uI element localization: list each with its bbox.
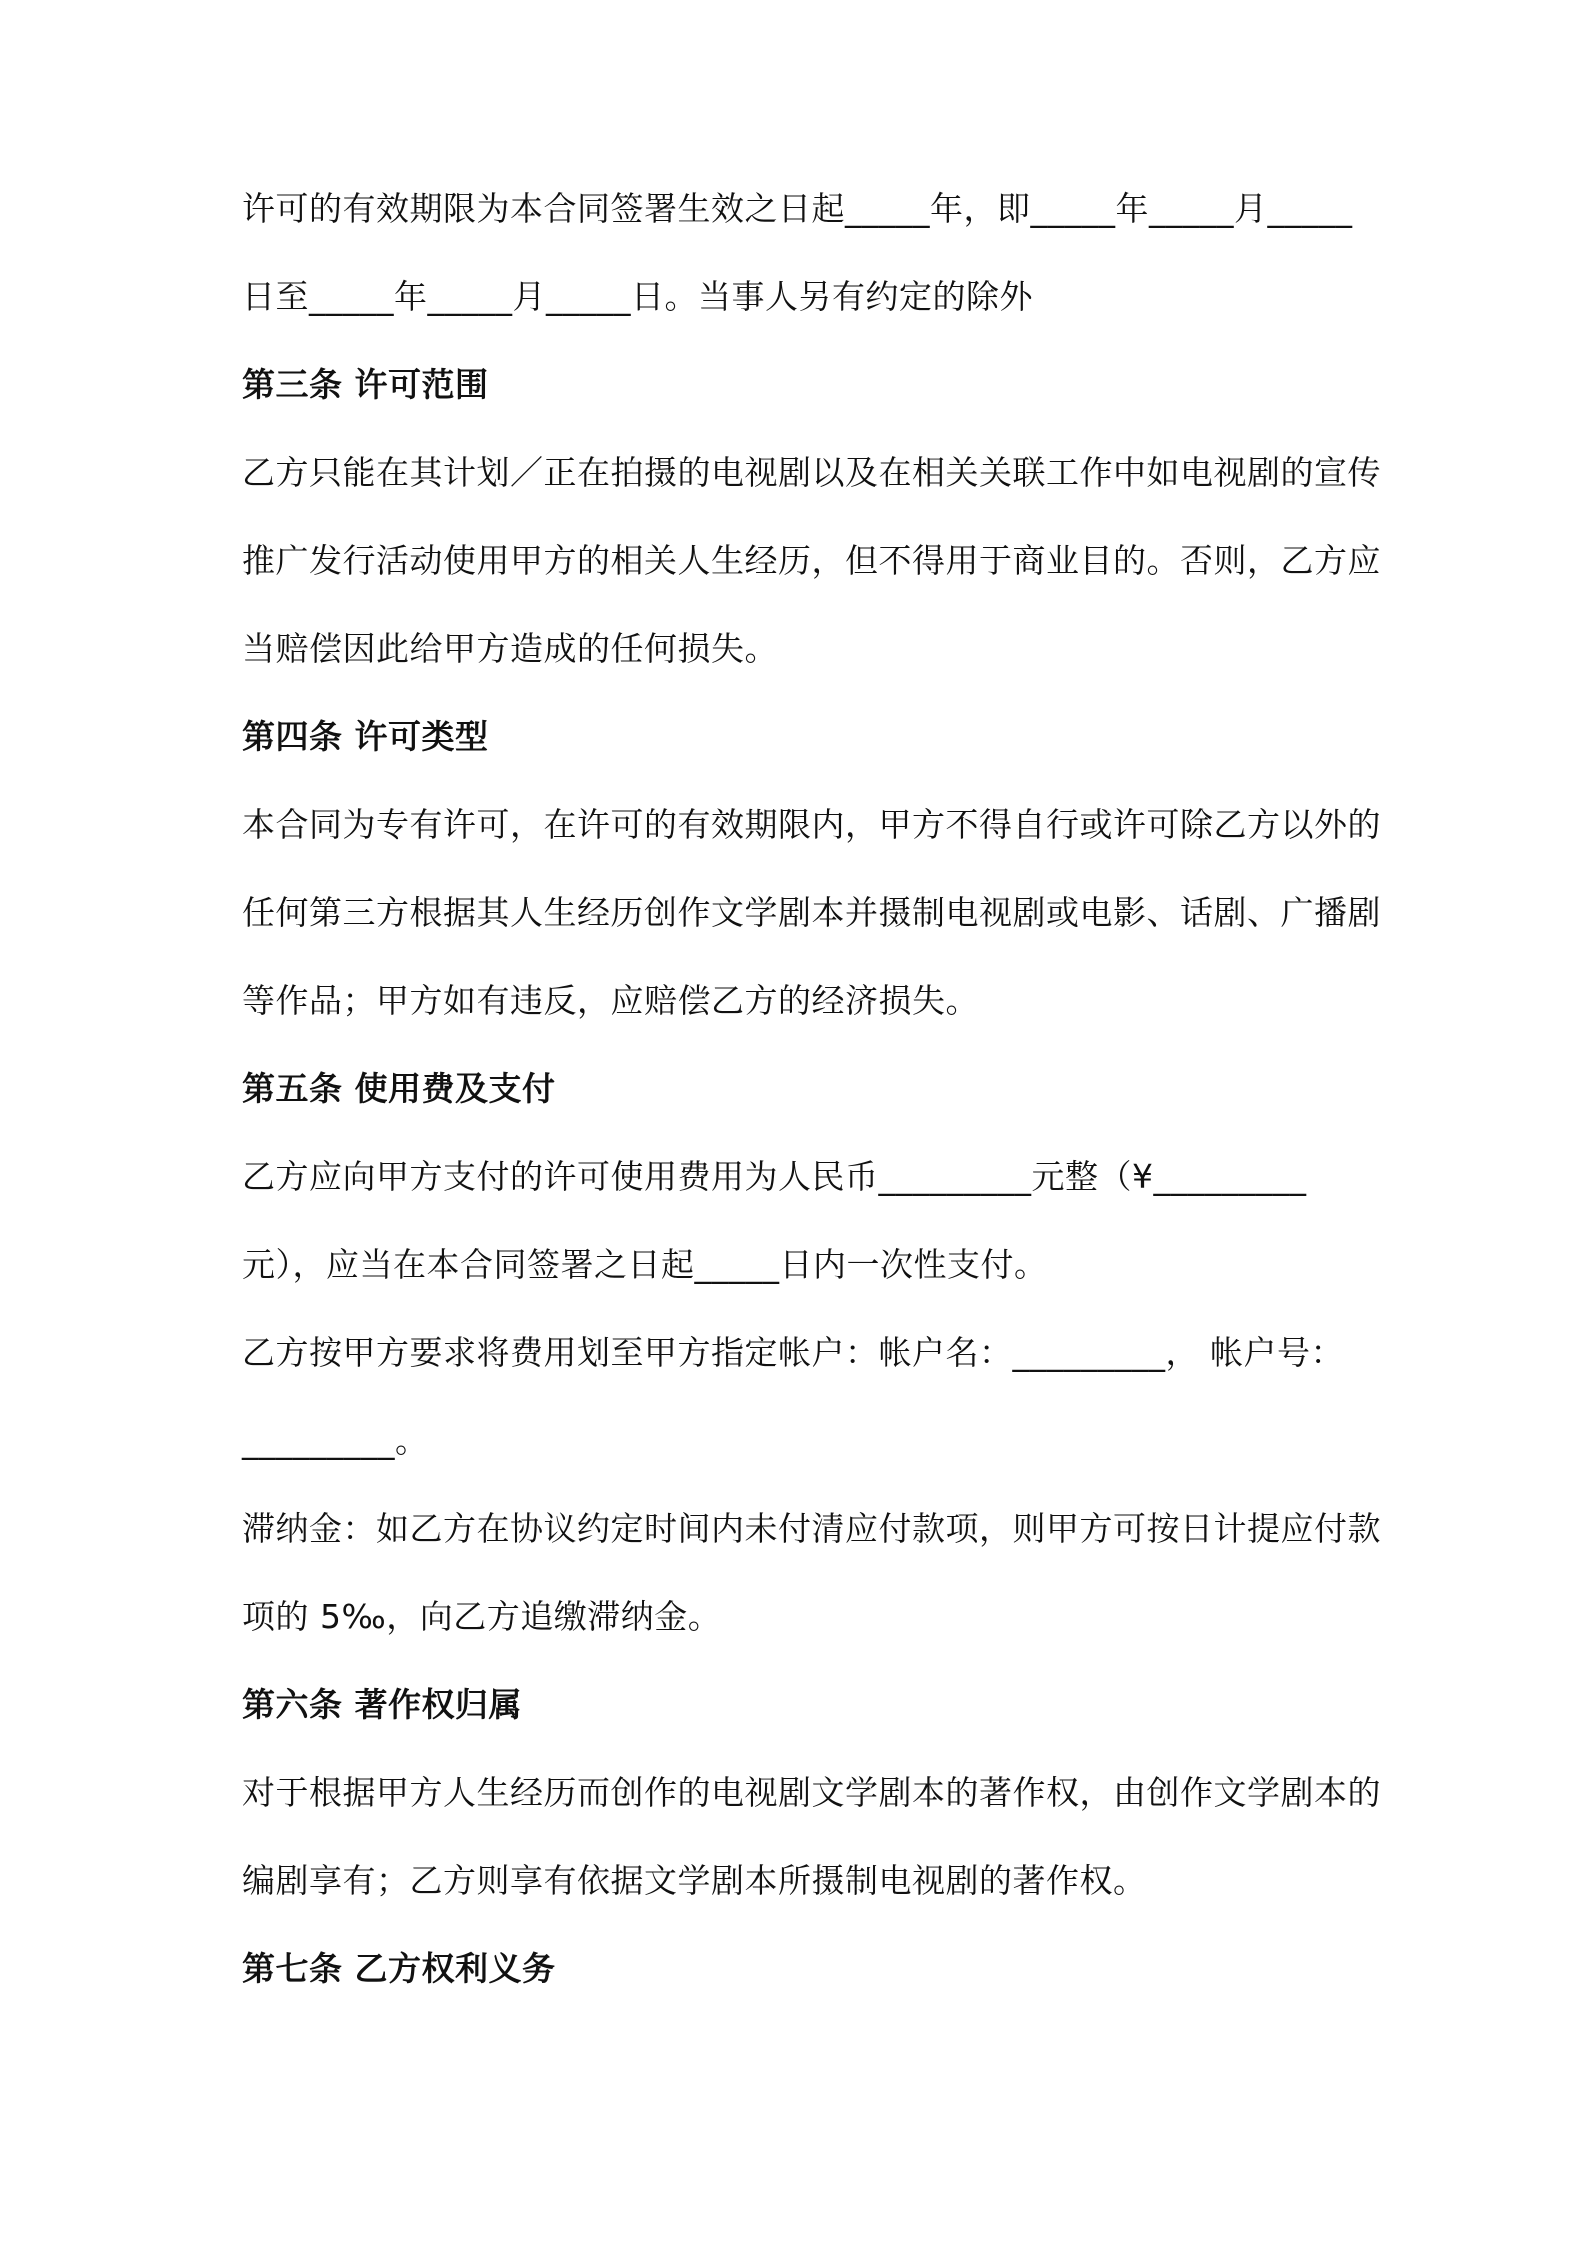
paragraph-line: 编剧享有；乙方则享有依据文学剧本所摄制电视剧的著作权。 (242, 1861, 1147, 1900)
paragraph-line: 当赔偿因此给甲方造成的任何损失。 (242, 629, 778, 668)
paragraph-line: 乙方应向甲方支付的许可使用费用为人民币_________元整（¥_________ (242, 1157, 1307, 1196)
paragraph-line: 对于根据甲方人生经历而创作的电视剧文学剧本的著作权，由创作文学剧本的 (242, 1773, 1381, 1812)
paragraph-line: 滞纳金：如乙方在协议约定时间内未付清应付款项，则甲方可按日计提应付款 (242, 1509, 1381, 1548)
paragraph-line: _________。 (242, 1421, 429, 1460)
section-heading: 第五条 使用费及支付 (242, 1069, 556, 1108)
paragraph-line: 乙方按甲方要求将费用划至甲方指定帐户：帐户名：_________， 帐户号： (242, 1333, 1344, 1372)
paragraph-line: 元），应当在本合同签署之日起_____日内一次性支付。 (242, 1245, 1048, 1284)
paragraph-line: 项的 5‰，向乙方追缴滞纳金。 (242, 1597, 722, 1636)
section-heading: 第六条 著作权归属 (242, 1685, 522, 1724)
paragraph-line: 日至_____年_____月_____日。当事人另有约定的除外 (242, 277, 1033, 316)
paragraph-line: 许可的有效期限为本合同签署生效之日起_____年，即_____年_____月_____ (242, 189, 1353, 228)
paragraph-line: 本合同为专有许可，在许可的有效期限内，甲方不得自行或许可除乙方以外的 (242, 805, 1381, 844)
document-page (242, 180, 1381, 2028)
section-heading: 第三条 许可范围 (242, 365, 489, 404)
paragraph-line: 任何第三方根据其人生经历创作文学剧本并摄制电视剧或电影、话剧、广播剧 (242, 893, 1381, 932)
paragraph-line: 推广发行活动使用甲方的相关人生经历，但不得用于商业目的。否则，乙方应 (242, 541, 1381, 580)
section-heading: 第四条 许可类型 (242, 717, 489, 756)
paragraph-line: 等作品；甲方如有违反，应赔偿乙方的经济损失。 (242, 981, 979, 1020)
section-heading: 第七条 乙方权利义务 (242, 1949, 556, 1988)
paragraph-line: 乙方只能在其计划／正在拍摄的电视剧以及在相关关联工作中如电视剧的宣传 (242, 453, 1381, 492)
